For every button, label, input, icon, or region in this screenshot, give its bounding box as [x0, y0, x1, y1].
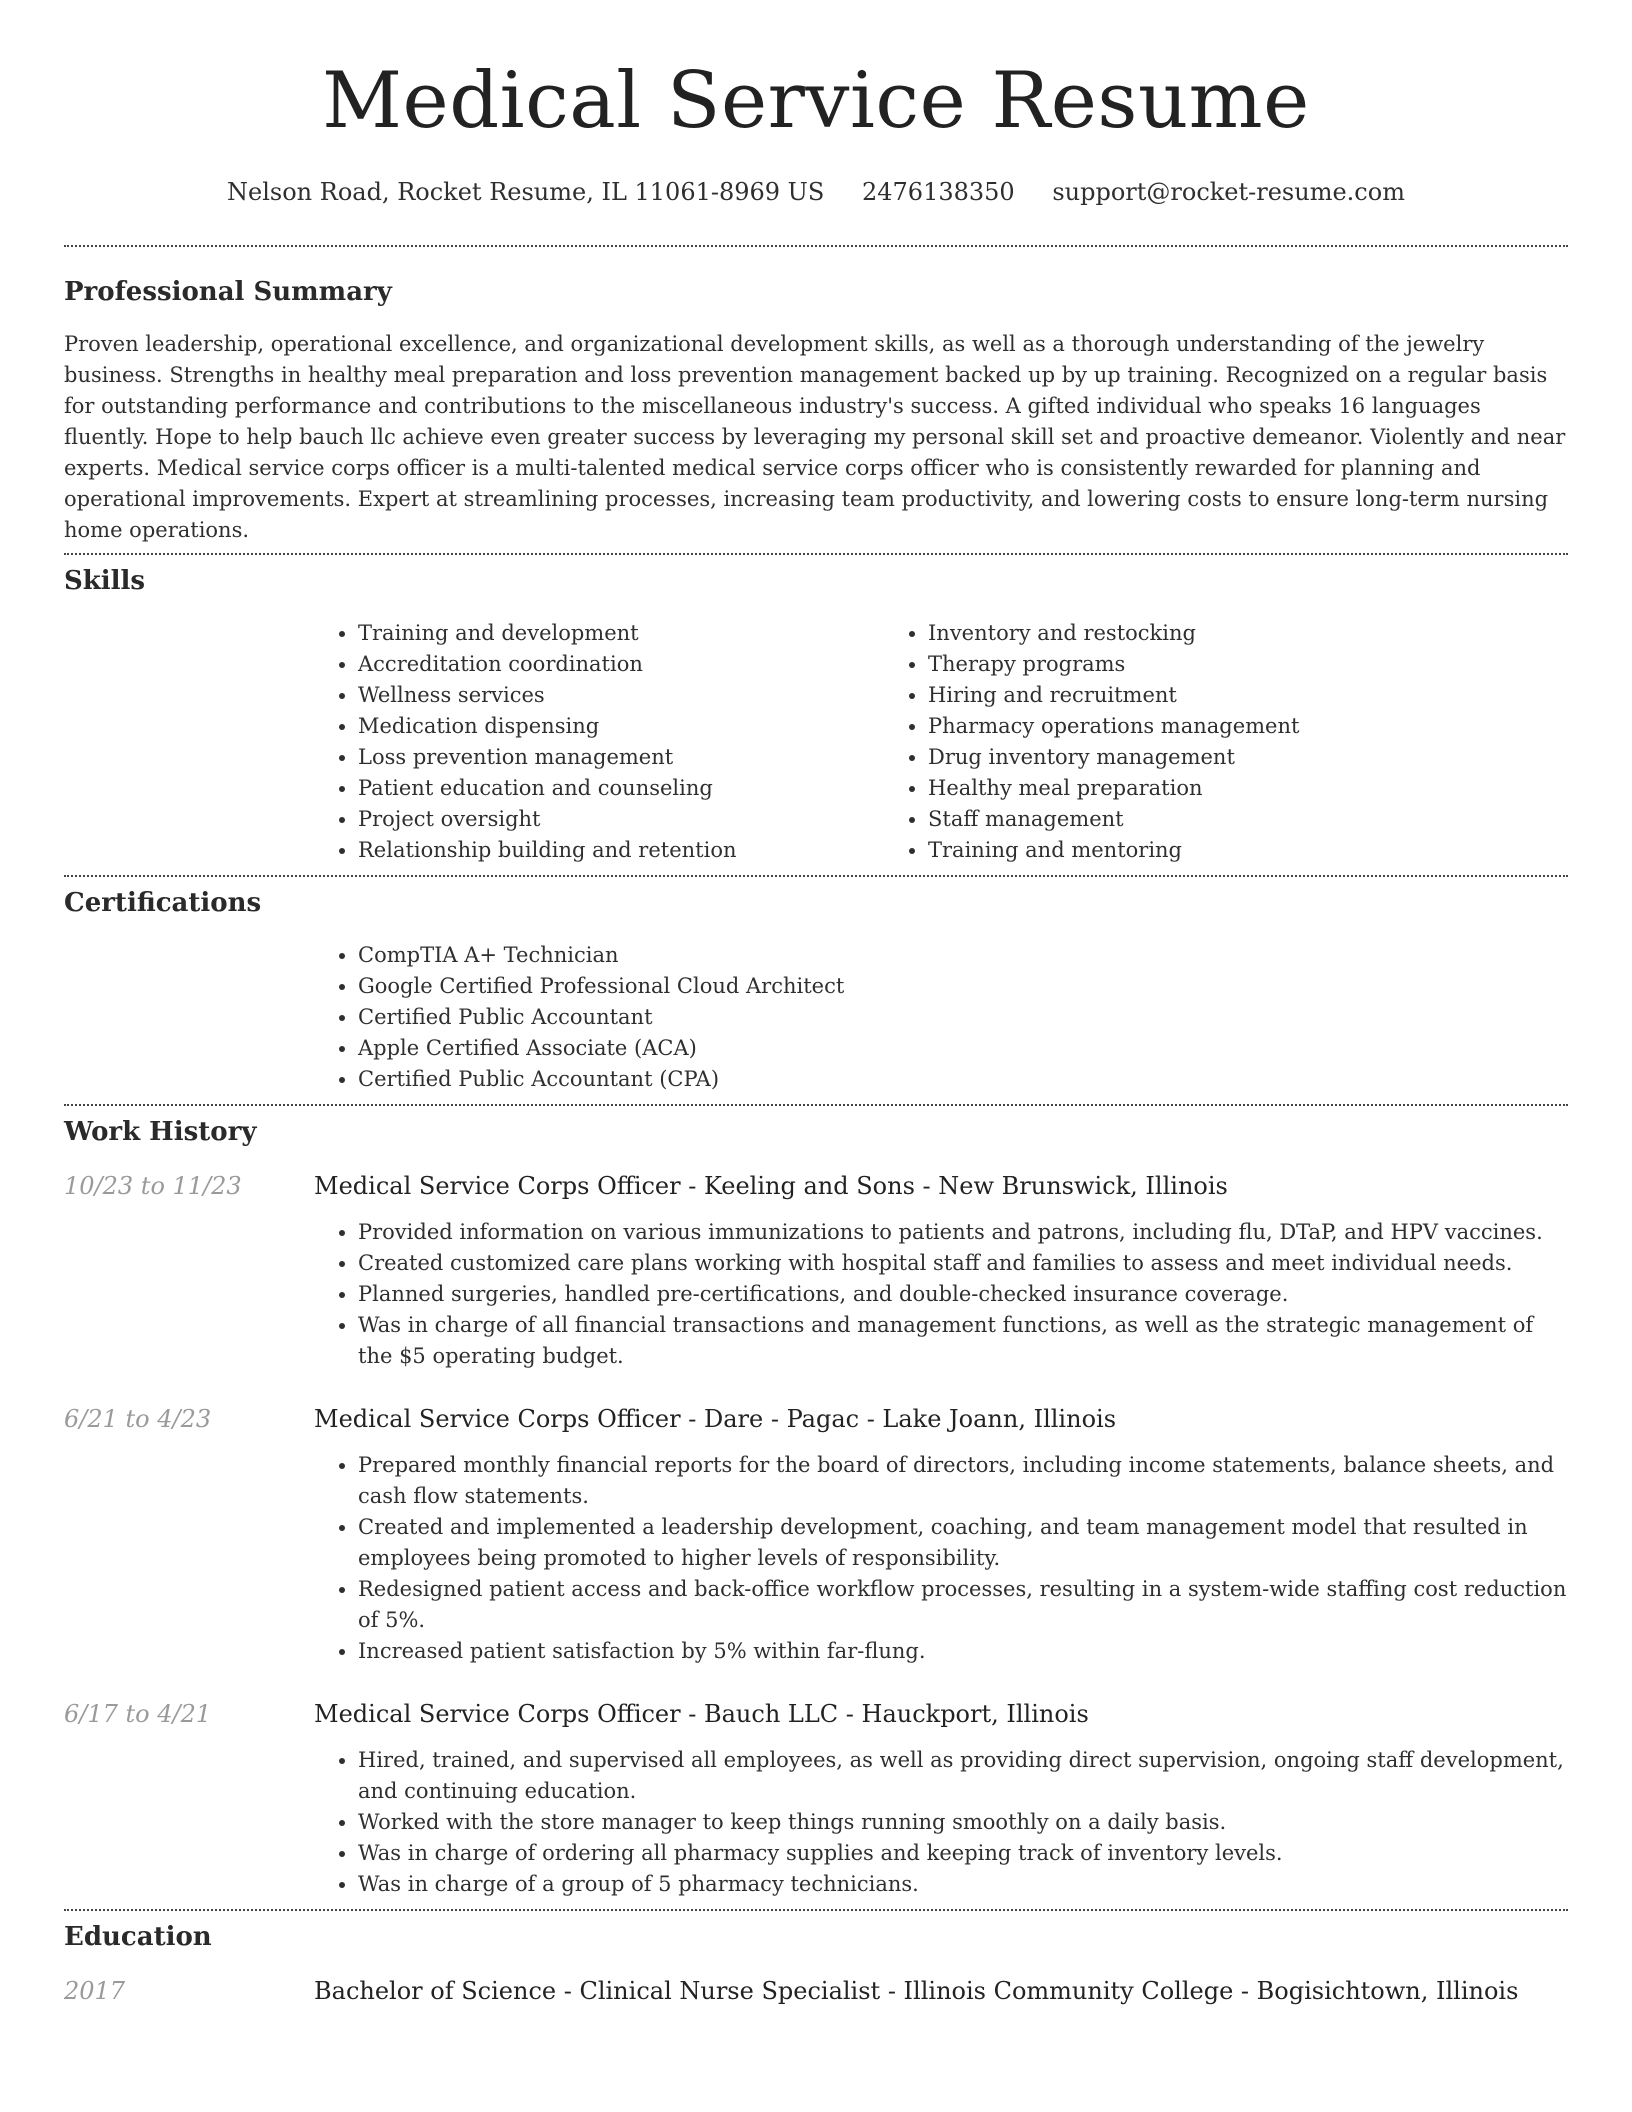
- certifications-heading: Certifications: [64, 888, 262, 918]
- education-section: [64, 1920, 1568, 2008]
- skill-item: • Drug inventory management: [928, 742, 1454, 773]
- contact-address: Nelson Road, Rocket Resume, IL 11061-8969 US: [227, 178, 825, 206]
- section-divider: [64, 245, 1568, 247]
- skill-item: • Training and development: [358, 618, 884, 649]
- summary-text: Proven leadership, operational excellence, and organizational development skills, as well as a thorough understanding of the jewelry business. Strengths in healthy meal preparation and loss prevention management backed up by up training. Recognized on a regular basis for outstanding performance and contributions to the miscellaneous industry's success. A gifted individual who speaks 16 languages fluently. Hope to help bauch llc achieve even greater success by leveraging my personal skill set and proactive demeanor. Violently and near experts. Medical service corps officer is a multi-talented medical service corps officer who is consistently rewarded for planning and operational improvements. Expert at streamlining processes, increasing team productivity, and lowering costs to ensure long-term nursing home operations.: [64, 332, 1566, 542]
- section-divider: [64, 553, 1568, 555]
- work-history-heading: Work History: [64, 1117, 257, 1147]
- job-details: [314, 1697, 1568, 1900]
- contact-line: [64, 176, 1568, 208]
- job-bullet: • Was in charge of a group of 5 pharmacy technicians.: [358, 1869, 1568, 1900]
- job-bullet: • Was in charge of ordering all pharmacy supplies and keeping track of inventory levels.: [358, 1838, 1568, 1869]
- skill-item: • Training and mentoring: [928, 835, 1454, 866]
- skills-heading: Skills: [64, 566, 146, 596]
- job-bullet: • Was in charge of all financial transactions and management functions, as well as the strategic management of the $5 operating budget.: [358, 1310, 1568, 1372]
- skill-item: • Pharmacy operations management: [928, 711, 1454, 742]
- education-year: 2017: [64, 1977, 126, 2005]
- certifications-section: [64, 886, 1568, 1095]
- skills-list-left: [314, 618, 884, 866]
- skill-item: • Therapy programs: [928, 649, 1454, 680]
- skill-item: • Accreditation coordination: [358, 649, 884, 680]
- education-details: [314, 1974, 1568, 2008]
- skills-list-right: [884, 618, 1454, 866]
- skill-item: • Loss prevention management: [358, 742, 884, 773]
- job-dates: 6/21 to 4/23: [64, 1405, 212, 1433]
- certification-item: • Google Certified Professional Cloud Architect: [358, 971, 1568, 1002]
- skill-item: • Medication dispensing: [358, 711, 884, 742]
- job-details: [314, 1402, 1568, 1667]
- job-bullet: • Created and implemented a leadership development, coaching, and team management model that resulted in employees being promoted to higher levels of responsibility.: [358, 1512, 1568, 1574]
- education-heading: Education: [64, 1922, 212, 1952]
- job-bullet: • Created customized care plans working with hospital staff and families to assess and meet individual needs.: [358, 1248, 1568, 1279]
- skill-item: • Staff management: [928, 804, 1454, 835]
- skill-item: • Relationship building and retention: [358, 835, 884, 866]
- job-bullet: • Increased patient satisfaction by 5% within far-flung.: [358, 1636, 1568, 1667]
- contact-email: support@rocket-resume.com: [1052, 178, 1405, 206]
- certification-item: • Certified Public Accountant (CPA): [358, 1064, 1568, 1095]
- skill-item: • Project oversight: [358, 804, 884, 835]
- certifications-list: [314, 940, 1568, 1095]
- summary-section: [64, 275, 1568, 546]
- job-entry: [64, 1697, 1568, 1900]
- job-bullet: • Provided information on various immunizations to patients and patrons, including flu, DTaP, and HPV vaccines.: [358, 1217, 1568, 1248]
- resume-title: Medical Service Resume: [322, 56, 1310, 146]
- skill-item: • Healthy meal preparation: [928, 773, 1454, 804]
- contact-phone: 2476138350: [861, 178, 1015, 206]
- skills-columns: [314, 618, 1568, 866]
- job-title: Medical Service Corps Officer - Bauch LLC - Hauckport, Illinois: [314, 1700, 1089, 1728]
- section-divider: [64, 1909, 1568, 1911]
- section-divider: [64, 875, 1568, 877]
- skill-item: • Hiring and recruitment: [928, 680, 1454, 711]
- job-entry: [64, 1402, 1568, 1667]
- job-bullets: [314, 1450, 1568, 1667]
- job-bullet: • Planned surgeries, handled pre-certifications, and double-checked insurance coverage.: [358, 1279, 1568, 1310]
- skills-section: [64, 564, 1568, 866]
- job-details: [314, 1169, 1568, 1372]
- job-bullets: [314, 1217, 1568, 1372]
- job-bullet: • Worked with the store manager to keep things running smoothly on a daily basis.: [358, 1807, 1568, 1838]
- job-bullet: • Hired, trained, and supervised all employees, as well as providing direct supervision, ongoing staff development, and continuing education.: [358, 1745, 1568, 1807]
- section-divider: [64, 1104, 1568, 1106]
- skill-item: • Wellness services: [358, 680, 884, 711]
- work-history-section: [64, 1115, 1568, 1900]
- skill-item: • Inventory and restocking: [928, 618, 1454, 649]
- skill-item: • Patient education and counseling: [358, 773, 884, 804]
- education-degree: Bachelor of Science - Clinical Nurse Specialist - Illinois Community College - Bogisichtown, Illinois: [314, 1977, 1519, 2005]
- certification-item: • Apple Certified Associate (ACA): [358, 1033, 1568, 1064]
- job-title: Medical Service Corps Officer - Keeling and Sons - New Brunswick, Illinois: [314, 1172, 1228, 1200]
- job-dates: 6/17 to 4/21: [64, 1700, 212, 1728]
- job-entry: [64, 1169, 1568, 1372]
- job-bullet: • Prepared monthly financial reports for the board of directors, including income statements, balance sheets, and cash flow statements.: [358, 1450, 1568, 1512]
- certification-item: • Certified Public Accountant: [358, 1002, 1568, 1033]
- education-entry: [64, 1974, 1568, 2008]
- job-bullets: [314, 1745, 1568, 1900]
- job-dates: 10/23 to 11/23: [64, 1172, 242, 1200]
- summary-heading: Professional Summary: [64, 277, 392, 307]
- job-title: Medical Service Corps Officer - Dare - Pagac - Lake Joann, Illinois: [314, 1405, 1117, 1433]
- job-bullet: • Redesigned patient access and back-office workflow processes, resulting in a system-wide staffing cost reduction of 5%.: [358, 1574, 1568, 1636]
- certification-item: • CompTIA A+ Technician: [358, 940, 1568, 971]
